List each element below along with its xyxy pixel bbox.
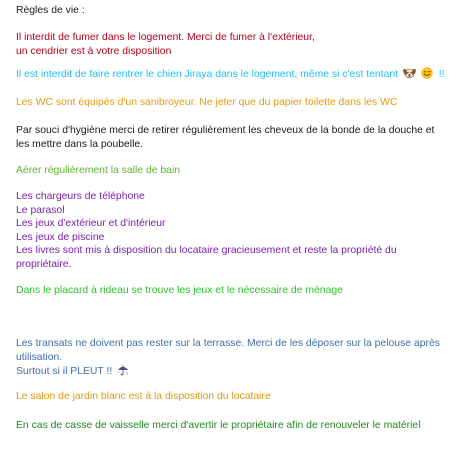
rule-deckchairs-line-1: Les transats ne doivent pas rester sur la terrasse. Merci de les déposer sur la pelouse après <box>16 338 440 349</box>
rule-wc <box>16 96 442 110</box>
rule-dog-text: Il est interdit de faire rentrer le chien Jiraya dans le logement, même si c'est tentant <box>16 69 399 80</box>
rule-hygiene-line-1: Par souci d'hygiène merci de retirer régulièrement les cheveux de la bonde de la douche et <box>16 125 435 136</box>
umbrella-rain-icon <box>117 364 129 376</box>
dog-face-icon <box>403 67 416 79</box>
rule-provided-items <box>16 190 442 271</box>
rule-closet <box>16 284 442 298</box>
rule-bathroom <box>16 164 442 178</box>
provided-item-chargers: Les chargeurs de téléphone <box>16 191 145 202</box>
rule-dishes <box>16 419 442 433</box>
rule-hygiene <box>16 124 442 151</box>
house-rules-document <box>16 0 445 450</box>
rule-smoking-line-2: un cendrier est à votre disposition <box>16 45 172 57</box>
provided-item-games: Les jeux d'extérieur et d'intérieur <box>16 218 166 229</box>
rule-smoking <box>16 31 442 58</box>
page-heading <box>16 4 442 18</box>
heading-text: Règles de vie : <box>16 5 85 16</box>
rule-deckchairs-line-2: utilisation. <box>16 351 63 363</box>
rule-smoking-line-1: Il interdit de fumer dans le logement. Merci de fumer à l'extérieur, <box>16 32 315 43</box>
rule-dishes-text: En cas de casse de vaisselle merci d'avertir le propriétaire afin de renouveler le matériel <box>16 420 421 431</box>
rule-closet-text: Dans le placard à rideau se trouve les jeux et le nécessaire de ménage <box>16 285 343 296</box>
provided-item-books-line-1: Les livres sont mis à disposition du locataire gracieusement et reste la propriété du <box>16 245 397 256</box>
provided-item-parasol: Le parasol <box>16 204 65 216</box>
rule-garden-text: Le salon de jardin blanc est à la disposition du locataire <box>16 391 271 402</box>
rule-deckchairs-rain-text: Surtout si il PLEUT !! <box>16 366 113 377</box>
rule-dog <box>16 67 445 82</box>
rule-hygiene-line-2: les mettre dans la poubelle. <box>16 138 144 150</box>
winking-face-icon <box>421 67 433 79</box>
rule-dog-line <box>16 67 445 82</box>
rule-deckchairs <box>16 337 442 379</box>
rule-wc-text: Les WC sont équipés d'un sanibroyeur. Ne jeter que du papier toilette dans les WC <box>16 97 398 108</box>
rule-garden <box>16 390 442 404</box>
rule-deckchairs-line-3 <box>16 364 442 379</box>
provided-item-pool-games: Les jeux de piscine <box>16 231 105 243</box>
rule-bathroom-text: Aérer régulièrement la salle de bain <box>16 165 181 176</box>
provided-item-books-line-2: propriétaire. <box>16 258 72 270</box>
rule-dog-exclamation: !! <box>438 69 445 80</box>
